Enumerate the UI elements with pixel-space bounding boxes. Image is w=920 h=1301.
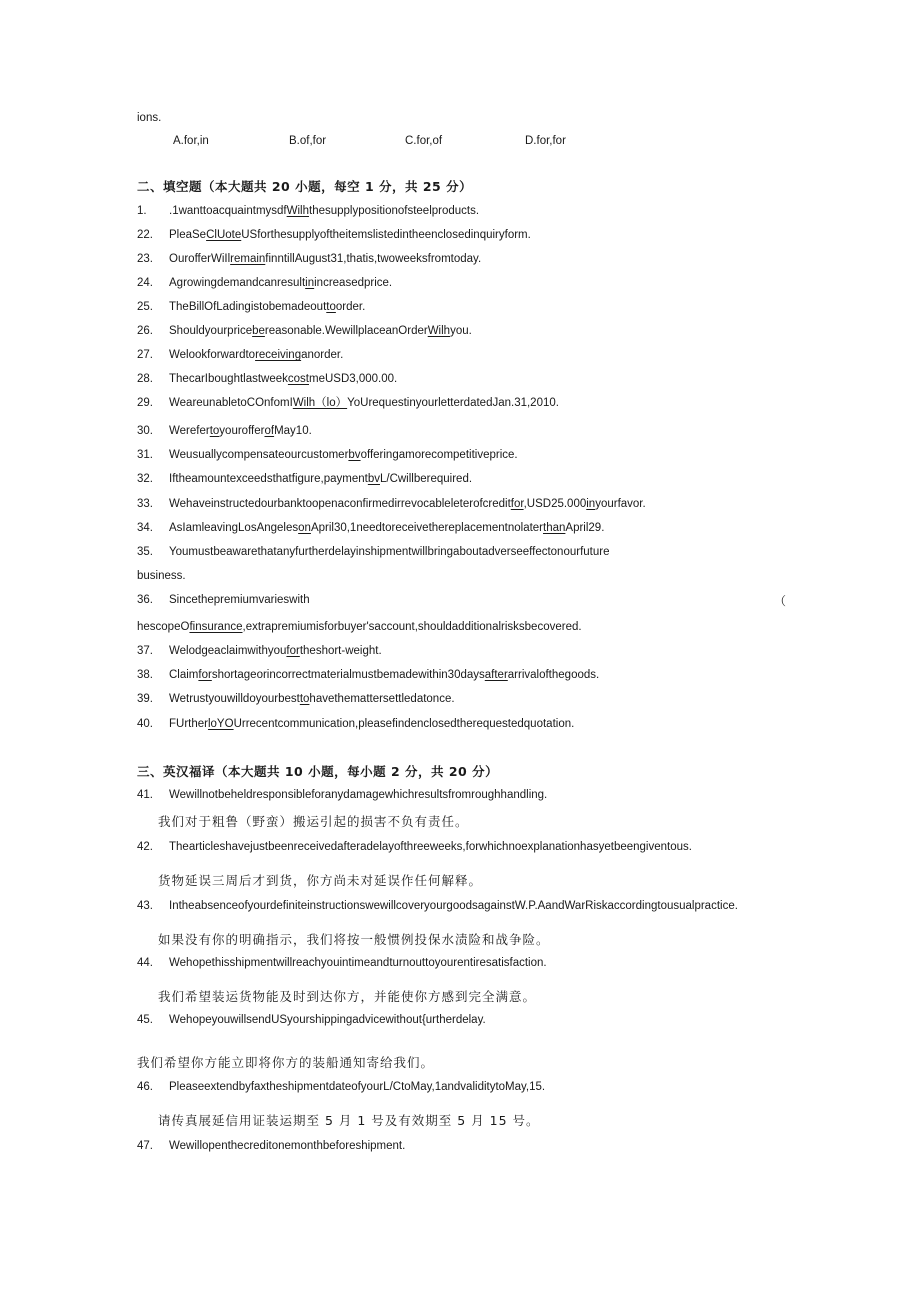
sentence-text: ThecarIboughtlastweek (169, 373, 288, 385)
item-number: 36. (137, 594, 153, 606)
sentence-text: OurofferWiIl (169, 253, 231, 265)
sentence-text: Sincethepremiumvarieswith (169, 594, 310, 606)
sentence-text: offeringamorecompetitiveprice. (360, 449, 518, 461)
fill-blank-item (137, 348, 343, 362)
sentence-text: TheBillOfLadingistobemadeout (169, 301, 327, 313)
filled-blank: after (484, 669, 508, 681)
item-number: 26. (137, 325, 153, 337)
sentence-text: .1wanttoacquaintmysdf (169, 205, 287, 217)
translation-item-chinese: 如果没有你的明确指示，我们将按一般惯例投保水渍险和战争险。 (158, 932, 550, 947)
item-number: 1. (137, 205, 147, 217)
filled-blank: to (326, 301, 336, 313)
fill-blank-item (137, 324, 472, 338)
translation-item-english (137, 899, 738, 913)
item-number: 43. (137, 900, 153, 912)
filled-blank: remain (230, 253, 266, 265)
sentence-text: shortageorincorrectmaterialmustbemadewithin30days (211, 669, 485, 681)
sentence-text: theshort-weight. (299, 645, 382, 657)
translation-item-english (137, 956, 547, 970)
sentence-text: WeareunabletoCOnfomI (169, 397, 293, 409)
fill-blank-item (137, 668, 599, 682)
sentence-text: Weusuallycompensateourcustomer (169, 449, 349, 461)
sentence-text: you. (450, 325, 472, 337)
fill-blank-item (137, 252, 481, 266)
sentence-text: ,extrapremiumisforbuyer'saccount,shouldadditionalrisksbecovered. (242, 621, 582, 633)
sentence-text: Urrecentcommunication,pleasefindenclosedtherequestedquotation. (233, 718, 575, 730)
sentence-text: Iftheamountexceedsthatfigure,payment (169, 473, 368, 485)
fill-blank-item (137, 228, 531, 242)
sentence-text: USforthesupplyoftheitemslistedintheenclosedinquiryform. (241, 229, 531, 241)
item-number: 22. (137, 229, 153, 241)
sentence-text: Wewillopenthecreditonemonthbeforeshipment. (169, 1140, 406, 1152)
item-number: 39. (137, 693, 153, 705)
sentence-text: Welookforwardto (169, 349, 256, 361)
filled-blank: for (198, 669, 212, 681)
sentence-text: AsIamleavingLosAngeles (169, 522, 299, 534)
sentence-text: arrivalofthegoods. (507, 669, 600, 681)
sentence-text: reasonable.WewillplaceanOrder (264, 325, 428, 337)
filled-blank: on (298, 522, 311, 534)
fill-blank-item (137, 593, 310, 607)
sentence-text: May10. (274, 425, 312, 437)
filled-blank: Wilh (286, 205, 309, 217)
sentence-text: Wewillnotbeheldresponsibleforanydamagewhichresultsfromroughhandling. (169, 789, 548, 801)
item-number: 29. (137, 397, 153, 409)
item-number: 37. (137, 645, 153, 657)
fill-blank-item (137, 372, 397, 386)
filled-blank: to (299, 693, 310, 705)
item-number: 35. (137, 546, 153, 558)
sentence-text: thesupplypositionofsteelproducts. (309, 205, 480, 217)
option-d: D.for,for (525, 135, 566, 147)
option-b: B.of,for (289, 135, 327, 147)
sentence-text: hescopeO (137, 621, 190, 633)
translation-item-chinese: 货物延误三周后才到货，你方尚未对延误作任何解释。 (158, 873, 483, 888)
sentence-text: youroffer (219, 425, 265, 437)
filled-blank: bv (348, 449, 361, 461)
item-number: 24. (137, 277, 153, 289)
sentence-text: Claim (169, 669, 199, 681)
filled-blank: finsurance (189, 621, 243, 633)
sentence-text: yourfavor. (595, 498, 646, 510)
sentence-text: YoUrequestinyourletterdatedJan.31,2010. (347, 397, 559, 409)
item-number: 34. (137, 522, 153, 534)
fill-blank-item (137, 448, 518, 462)
sentence-text: finntillAugust31,thatis,twoweeksfromtoday. (265, 253, 482, 265)
fill-blank-item (137, 424, 312, 438)
sentence-text: Wehaveinstructedourbanktoopenaconfirmedirrevocableleterofcredit (169, 498, 511, 510)
translation-item-chinese: 我们希望你方能立即将你方的装船通知寄给我们。 (137, 1055, 435, 1070)
sentence-text: anorder. (301, 349, 344, 361)
fill-blank-item (137, 396, 559, 410)
fill-blank-item (137, 276, 392, 290)
sentence-text: Welodgeaclaimwithyou (169, 645, 287, 657)
item-number: 38. (137, 669, 153, 681)
translation-item-english (137, 1013, 486, 1027)
sentence-text: PleaSe (169, 229, 207, 241)
item-number: 44. (137, 957, 153, 969)
item-number: 47. (137, 1140, 153, 1152)
fill-blank-item (137, 644, 382, 658)
sentence-text: PleaseextendbyfaxtheshipmentdateofyourL/CtoMay,1andvaliditytoMay,15. (169, 1081, 546, 1093)
fill-blank-item (137, 692, 455, 706)
filled-blank: loYO (207, 718, 234, 730)
filled-blank: ClUote (206, 229, 242, 241)
fill-blank-item (137, 545, 609, 559)
sentence-text: Werefer (169, 425, 210, 437)
sentence-text: Agrowingdemandcanresult (169, 277, 306, 289)
translation-item-chinese: 我们对于粗鲁（野蛮）搬运引起的损害不负有责任。 (158, 814, 469, 829)
filled-blank: Wilh (427, 325, 451, 337)
filled-blank: Wilh（lo） (292, 397, 348, 409)
filled-blank: receiving (255, 349, 302, 361)
sentence-text: WehopeyouwillsendUSyourshippingadvicewithout{urtherdelay. (169, 1014, 486, 1026)
section2-heading: 二、填空题（本大题共 20 小题，每空 1 分，共 25 分） (137, 179, 473, 194)
fill-blank-item (137, 521, 604, 535)
filled-blank: in (586, 498, 596, 510)
translation-item-chinese: 请传真展延信用证装运期至 5 月 1 号及有效期至 5 月 15 号。 (158, 1113, 540, 1128)
sentence-text: business. (137, 570, 186, 582)
filled-blank: be (252, 325, 265, 337)
filled-blank: bv (367, 473, 380, 485)
item-number: 41. (137, 789, 153, 801)
filled-blank: to (209, 425, 220, 437)
fill-blank-item (137, 620, 582, 634)
fill-blank-item (137, 569, 186, 583)
item-number: 42. (137, 841, 153, 853)
filled-blank: for (510, 498, 524, 510)
item-number: 31. (137, 449, 153, 461)
sentence-text: Shouldyourprice (169, 325, 253, 337)
item-number: 40. (137, 718, 153, 730)
fill-blank-item (137, 204, 479, 218)
fill-blank-item (137, 717, 574, 731)
item-number: 32. (137, 473, 153, 485)
translation-item-english (137, 788, 547, 802)
item-number: 33. (137, 498, 153, 510)
translation-item-english (137, 1080, 545, 1094)
translation-item-english (137, 1139, 405, 1153)
fill-blank-item (137, 300, 365, 314)
option-c: C.for,of (405, 135, 443, 147)
item-number: 30. (137, 425, 153, 437)
item-number: 28. (137, 373, 153, 385)
translation-item-chinese: 我们希望装运货物能及时到达你方，并能使你方感到完全满意。 (158, 989, 537, 1004)
sentence-text: Wehopethisshipmentwillreachyouintimeandturnouttoyourentiresatisfaction. (169, 957, 547, 969)
fill-blank-item (137, 472, 472, 486)
filled-blank: cost (287, 373, 309, 385)
continuation-text: ions. (137, 112, 162, 124)
option-a: A.for,in (173, 135, 209, 147)
sentence-text: meUSD3,000.00. (309, 373, 398, 385)
section3-heading: 三、英汉福译（本大题共 10 小题，每小题 2 分，共 20 分） (137, 764, 499, 779)
filled-blank: in (305, 277, 315, 289)
sentence-text: Youmustbeawarethatanyfurtherdelayinshipmentwillbringaboutadverseeffectonourfuture (169, 546, 610, 558)
sentence-text: havethemattersettledatonce. (309, 693, 455, 705)
filled-blank: of (264, 425, 275, 437)
item-number: 45. (137, 1014, 153, 1026)
sentence-text: FUrther (169, 718, 208, 730)
sentence-text: L/Cwillberequired. (379, 473, 473, 485)
sentence-text: April30,1needtoreceivethereplacementnolater (310, 522, 544, 534)
sentence-text: April29. (565, 522, 605, 534)
sentence-text: IntheabsenceofyourdefiniteinstructionswewillcoveryourgoodsagainstW.P.AandWarRiskaccordingtousualpractice. (169, 900, 738, 912)
sentence-text: Thearticleshavejustbeenreceivedafteradelayofthreeweeks,forwhichnoexplanationhasyetbeengiventous. (169, 841, 692, 853)
item-number: 25. (137, 301, 153, 313)
fill-blank-item (137, 497, 646, 511)
item-number: 23. (137, 253, 153, 265)
sentence-text: ,USD25.000 (523, 498, 587, 510)
item-number: 27. (137, 349, 153, 361)
filled-blank: for (286, 645, 300, 657)
open-paren: （ (774, 594, 787, 608)
item-number: 46. (137, 1081, 153, 1093)
sentence-text: increasedprice. (314, 277, 393, 289)
translation-item-english (137, 840, 692, 854)
sentence-text: order. (335, 301, 366, 313)
filled-blank: than (543, 522, 566, 534)
sentence-text: Wetrustyouwilldoyourbest (169, 693, 300, 705)
